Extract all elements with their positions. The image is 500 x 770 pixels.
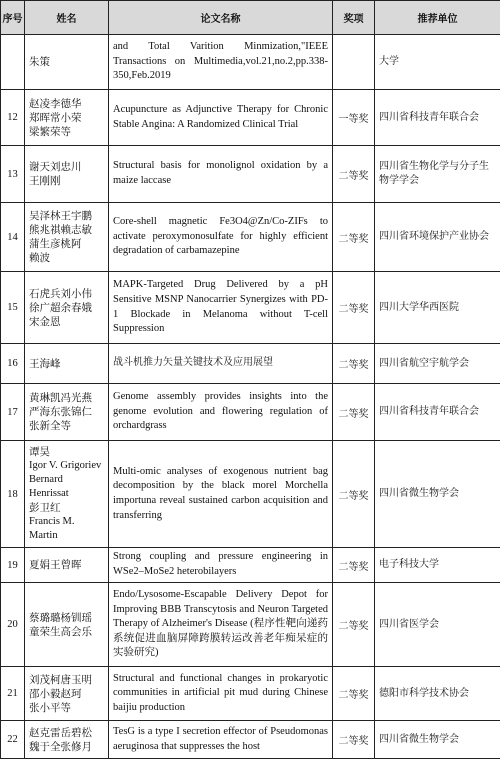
table-row — [1, 272, 500, 344]
author-name-line: 王海峰 — [29, 357, 61, 370]
paper-title: Structural and functional changes in prokaryotic communities in artificial pit mud during Chinese baijiu production — [109, 667, 333, 721]
paper-title: 战斗机推力矢量关键技术及应用展望 — [109, 344, 333, 384]
author-name-line: 赵克雷岳碧松 — [29, 726, 92, 739]
author-name-line: 谭昊 — [29, 446, 50, 458]
author-name-line: Bernard Henrissat — [29, 474, 69, 499]
author-name-line: 郑晖常小荣 — [29, 111, 82, 124]
row-number: 19 — [1, 548, 25, 583]
recommending-unit: 四川省航空宇航学会 — [375, 344, 500, 384]
row-number: 12 — [1, 90, 25, 146]
author-name-line: 魏于全张修月 — [29, 740, 92, 753]
recommending-unit: 德阳市科学技术协会 — [375, 667, 500, 721]
author-name-line: 朱策 — [29, 56, 50, 68]
paper-title: Genome assembly provides insights into the genome evolution and flowering regulation of orchardgrass — [109, 384, 333, 441]
author-names — [25, 344, 109, 384]
author-names — [25, 90, 109, 146]
table-row — [1, 203, 500, 272]
table-row — [1, 90, 500, 146]
author-names — [25, 583, 109, 667]
author-names — [25, 203, 109, 272]
author-name-line: 严海东张锦仁 — [29, 406, 92, 418]
recommending-unit: 四川大学华西医院 — [375, 272, 500, 344]
award-level: 二等奖 — [333, 203, 375, 272]
author-name-line: 刘茂柯唐玉明 — [29, 673, 92, 686]
table-row — [1, 384, 500, 441]
author-name-line: 张小平等 — [29, 701, 71, 714]
paper-title: TesG is a type I secretion effector of Pseudomonas aeruginosa that suppresses the host — [109, 721, 333, 759]
author-names — [25, 667, 109, 721]
row-number: 17 — [1, 384, 25, 441]
table-row — [1, 667, 500, 721]
header-award: 奖项 — [333, 1, 375, 35]
row-number: 13 — [1, 146, 25, 203]
header-unit: 推荐单位 — [375, 1, 500, 35]
author-name-line: 徐广超余春娥 — [29, 301, 92, 314]
row-number: 15 — [1, 272, 25, 344]
author-name-line: 蒲生彦桃阿 — [29, 238, 82, 250]
row-number: 16 — [1, 344, 25, 384]
author-name-line: 谢天刘忠川 — [29, 161, 82, 173]
author-name-line: 梁繁荣等 — [29, 125, 71, 138]
header-row — [1, 1, 500, 35]
author-name-line: 熊兆祺赖志敏 — [29, 224, 92, 236]
paper-title: Endo/Lysosome-Escapable Delivery Depot for Improving BBB Transcytosis and Neuron Targeted Therapy of Alzheimer's Disease (程序性靶向递药系统促进血脑屏障跨膜转运改善老年痴呆症的实验研究) — [109, 583, 333, 667]
author-name-line: 张新全等 — [29, 420, 71, 432]
author-names — [25, 146, 109, 203]
recommending-unit: 电子科技大学 — [375, 548, 500, 583]
award-level: 二等奖 — [333, 667, 375, 721]
table-row — [1, 583, 500, 667]
award-level — [333, 35, 375, 90]
award-level: 二等奖 — [333, 272, 375, 344]
paper-title: Acupuncture as Adjunctive Therapy for Chronic Stable Angina: A Randomized Clinical Trial — [109, 90, 333, 146]
recommending-unit: 四川省科技青年联合会 — [375, 384, 500, 441]
award-level: 二等奖 — [333, 583, 375, 667]
row-number: 20 — [1, 583, 25, 667]
award-level: 二等奖 — [333, 344, 375, 384]
author-name-line: 黄琳凯冯光燕 — [29, 392, 92, 404]
paper-title: Core-shell magnetic Fe3O4@Zn/Co-ZIFs to activate peroxymonosulfate for highly efficient degradation of carbamazepine — [109, 203, 333, 272]
author-name-line: 石虎兵刘小伟 — [29, 287, 92, 300]
paper-title: Strong coupling and pressure engineering in WSe2–MoSe2 heterobilayers — [109, 548, 333, 583]
author-name-line: 童荣生高会乐 — [29, 625, 92, 638]
author-names — [25, 548, 109, 583]
row-number — [1, 35, 25, 90]
header-title: 论文名称 — [109, 1, 333, 35]
table-body — [1, 35, 500, 759]
table-row — [1, 344, 500, 384]
row-number: 18 — [1, 441, 25, 548]
header-no: 序号 — [1, 1, 25, 35]
recommending-unit: 四川省微生物学会 — [375, 441, 500, 548]
row-number: 22 — [1, 721, 25, 759]
recommending-unit: 四川省科技青年联合会 — [375, 90, 500, 146]
table-row — [1, 548, 500, 583]
author-name-line: 吴泽林王宇鹏 — [29, 210, 92, 222]
award-level: 二等奖 — [333, 146, 375, 203]
paper-title: Multi-omic analyses of exogenous nutrient bag decomposition by the black morel Morchella importuna reveal sustained carbon acquisition and transferring — [109, 441, 333, 548]
table-row — [1, 721, 500, 759]
author-name-line: Francis M. Martin — [29, 516, 75, 541]
recommending-unit: 四川省环境保护产业协会 — [375, 203, 500, 272]
award-level: 一等奖 — [333, 90, 375, 146]
table-row — [1, 35, 500, 90]
award-level: 二等奖 — [333, 721, 375, 759]
author-name-line: 王刚刚 — [29, 175, 61, 187]
author-name-line: 邵小毅赵珂 — [29, 687, 82, 700]
author-name-line: 彭卫红 — [29, 502, 61, 514]
award-level: 二等奖 — [333, 384, 375, 441]
author-name-line: 赵凌李德华 — [29, 97, 82, 110]
recommending-unit: 大学 — [375, 35, 500, 90]
author-name-line: 蔡璐璐杨钏瑶 — [29, 611, 92, 624]
author-names — [25, 384, 109, 441]
recommending-unit: 四川省医学会 — [375, 583, 500, 667]
paper-title: and Total Varition Minmization,"IEEE Transactions on Multimedia,vol.21,no.2,pp.338-350,Feb.2019 — [109, 35, 333, 90]
recommending-unit: 四川省微生物学会 — [375, 721, 500, 759]
author-names — [25, 35, 109, 90]
row-number: 21 — [1, 667, 25, 721]
author-names — [25, 441, 109, 548]
author-name-line: Igor V. Grigoriev — [29, 460, 102, 471]
author-name-line: 赖波 — [29, 252, 50, 264]
table-row — [1, 146, 500, 203]
recommending-unit: 四川省生物化学与分子生物学学会 — [375, 146, 500, 203]
author-name-line: 夏娟王曾晖 — [29, 559, 82, 571]
table-row — [1, 441, 500, 548]
paper-title: MAPK-Targeted Drug Delivered by a pH Sensitive MSNP Nanocarrier Synergizes with PD-1 Blockade in Melanoma without T-cell Suppression — [109, 272, 333, 344]
author-names — [25, 272, 109, 344]
award-level: 二等奖 — [333, 441, 375, 548]
author-name-line: 宋金恩 — [29, 315, 61, 328]
paper-title: Structural basis for monolignol oxidation by a maize laccase — [109, 146, 333, 203]
header-names: 姓名 — [25, 1, 109, 35]
row-number: 14 — [1, 203, 25, 272]
author-names — [25, 721, 109, 759]
award-level: 二等奖 — [333, 548, 375, 583]
